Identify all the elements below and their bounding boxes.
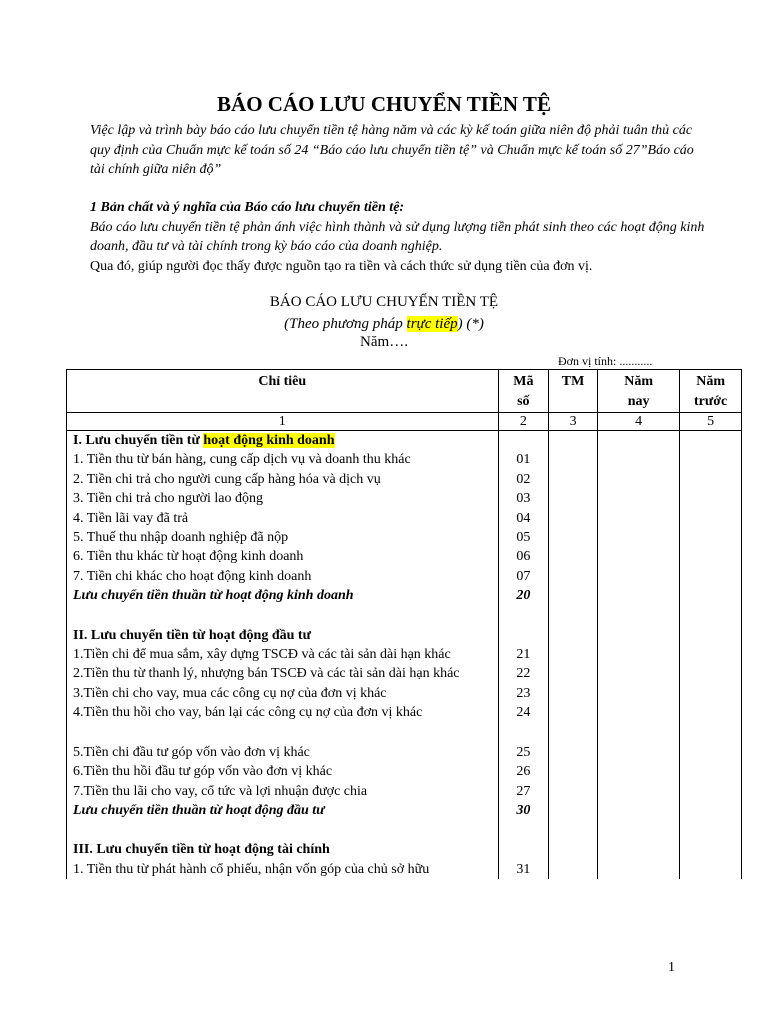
header-tm: TM bbox=[549, 370, 598, 413]
table-row bbox=[67, 528, 742, 547]
header-nam-nay bbox=[597, 370, 679, 413]
subtotal-row bbox=[67, 801, 742, 820]
row-code: 03 bbox=[498, 489, 549, 508]
report-title: BÁO CÁO LƯU CHUYỂN TIỀN TỆ bbox=[269, 294, 499, 310]
column-number: 2 bbox=[498, 413, 549, 431]
column-number: 5 bbox=[680, 413, 742, 431]
header-nam-truoc-line2: trước bbox=[694, 394, 728, 409]
table-row bbox=[67, 703, 742, 722]
section-label: II. Lưu chuyển tiền từ hoạt động đầu tư bbox=[67, 626, 499, 645]
section-1-plain-text: Qua đó, giúp người đọc thấy được nguồn tạo ra tiền và cách thức sử dụng tiền của đơn vị. bbox=[90, 258, 593, 274]
cash-flow-table bbox=[66, 369, 742, 879]
header-ma-so-line1: Mã bbox=[513, 374, 534, 389]
column-number: 4 bbox=[597, 413, 679, 431]
table-row bbox=[67, 782, 742, 801]
section-label bbox=[67, 431, 499, 451]
row-label: 2. Tiền chi trả cho người cung cấp hàng hóa và dịch vụ bbox=[67, 470, 499, 489]
report-subtitle-post: ) (*) bbox=[457, 316, 484, 332]
row-label: 5.Tiền chi đầu tư góp vốn vào đơn vị khác bbox=[67, 743, 499, 762]
row-code: 30 bbox=[498, 801, 549, 820]
row-code: 24 bbox=[498, 703, 549, 722]
row-code: 06 bbox=[498, 547, 549, 566]
row-code: 20 bbox=[498, 586, 549, 605]
row-label: 4.Tiền thu hồi cho vay, bán lại các công cụ nợ của đơn vị khác bbox=[67, 703, 499, 722]
spacer-row bbox=[67, 723, 742, 743]
report-subtitle-pre: (Theo phương pháp bbox=[284, 316, 407, 332]
table-row bbox=[67, 860, 742, 879]
row-code: 31 bbox=[498, 860, 549, 879]
row-code: 21 bbox=[498, 645, 549, 664]
report-subtitle-highlight: trực tiếp bbox=[406, 316, 458, 332]
report-year: Năm…. bbox=[360, 334, 408, 350]
document-title: BÁO CÁO LƯU CHUYỂN TIỀN TỆ bbox=[217, 92, 551, 116]
row-code: 27 bbox=[498, 782, 549, 801]
column-number-row bbox=[67, 413, 742, 431]
row-label: Lưu chuyển tiền thuần từ hoạt động đầu tư bbox=[67, 801, 499, 820]
row-label: Lưu chuyển tiền thuần từ hoạt động kinh doanh bbox=[67, 586, 499, 605]
section-row-operating bbox=[67, 431, 742, 451]
row-code: 22 bbox=[498, 664, 549, 683]
page-number: 1 bbox=[668, 960, 675, 975]
table-row bbox=[67, 762, 742, 781]
report-subtitle bbox=[0, 316, 768, 333]
table-row bbox=[67, 547, 742, 566]
table-row bbox=[67, 450, 742, 469]
column-number: 3 bbox=[549, 413, 598, 431]
row-code: 25 bbox=[498, 743, 549, 762]
header-nam-truoc-line1: Năm bbox=[696, 374, 726, 389]
header-chi-tieu: Chỉ tiêu bbox=[67, 370, 499, 413]
section-1 bbox=[90, 198, 710, 276]
column-number: 1 bbox=[67, 413, 499, 431]
section-row-investing bbox=[67, 626, 742, 645]
section-label: III. Lưu chuyển tiền từ hoạt động tài chính bbox=[67, 840, 499, 859]
row-label: 6. Tiền thu khác từ hoạt động kinh doanh bbox=[67, 547, 499, 566]
header-nam-truoc bbox=[680, 370, 742, 413]
table-row bbox=[67, 470, 742, 489]
header-ma-so-line2: số bbox=[517, 394, 530, 409]
row-code: 26 bbox=[498, 762, 549, 781]
row-label: 2.Tiền thu từ thanh lý, nhượng bán TSCĐ và các tài sản dài hạn khác bbox=[67, 664, 499, 683]
row-code: 04 bbox=[498, 509, 549, 528]
subtotal-row bbox=[67, 586, 742, 605]
table-row bbox=[67, 684, 742, 703]
row-code: 02 bbox=[498, 470, 549, 489]
row-code: 07 bbox=[498, 567, 549, 586]
unit-label: Đơn vị tính: ........... bbox=[558, 354, 653, 368]
row-label: 7.Tiền thu lãi cho vay, cổ tức và lợi nhuận được chia bbox=[67, 782, 499, 801]
row-label: 1. Tiền thu từ bán hàng, cung cấp dịch vụ và doanh thu khác bbox=[67, 450, 499, 469]
row-label: 4. Tiền lãi vay đã trả bbox=[67, 509, 499, 528]
header-ma-so bbox=[498, 370, 549, 413]
table-row bbox=[67, 509, 742, 528]
row-code bbox=[498, 626, 549, 645]
row-label: 7. Tiền chi khác cho hoạt động kinh doanh bbox=[67, 567, 499, 586]
table-row bbox=[67, 664, 742, 683]
spacer-row bbox=[67, 606, 742, 626]
row-label: 3.Tiền chi cho vay, mua các công cụ nợ của đơn vị khác bbox=[67, 684, 499, 703]
row-label: 3. Tiền chi trả cho người lao động bbox=[67, 489, 499, 508]
row-label: 1.Tiền chi để mua sắm, xây dựng TSCĐ và các tài sản dài hạn khác bbox=[67, 645, 499, 664]
section-row-financing bbox=[67, 840, 742, 859]
section-1-italic-text: Báo cáo lưu chuyển tiền tệ phản ánh việc hình thành và sử dụng lượng tiền phát sinh theo các hoạt động kinh doanh, đầu tư và tài chính trong kỳ báo cáo của doanh nghiệp. bbox=[90, 219, 705, 254]
header-nam-nay-line1: Năm bbox=[624, 374, 653, 389]
section-label-highlight: hoạt động kinh doanh bbox=[203, 433, 335, 448]
row-code: 23 bbox=[498, 684, 549, 703]
row-label: 1. Tiền thu từ phát hành cổ phiếu, nhận vốn góp của chủ sở hữu bbox=[67, 860, 499, 879]
row-code: 05 bbox=[498, 528, 549, 547]
row-code bbox=[498, 840, 549, 859]
header-nam-nay-line2: nay bbox=[627, 394, 650, 409]
spacer-row bbox=[67, 820, 742, 840]
row-label: 5. Thuế thu nhập doanh nghiệp đã nộp bbox=[67, 528, 499, 547]
section-1-heading: 1 Bản chất và ý nghĩa của Báo cáo lưu chuyển tiền tệ: bbox=[90, 200, 405, 215]
intro-paragraph: Việc lập và trình bày báo cáo lưu chuyển tiền tệ hàng năm và các kỳ kế toán giữa niên độ phải tuân thủ các quy định của Chuẩn mực kế toán số 24 “Báo cáo lưu chuyển tiền tệ” và Chuẩn mực kế toán số 27”Báo cáo tài chính giữa niên độ” bbox=[90, 123, 694, 177]
table-row bbox=[67, 567, 742, 586]
row-label: 6.Tiền thu hồi đầu tư góp vốn vào đơn vị khác bbox=[67, 762, 499, 781]
table-row bbox=[67, 645, 742, 664]
section-label-pre: I. Lưu chuyển tiền từ bbox=[73, 433, 204, 448]
row-code: 01 bbox=[498, 450, 549, 469]
table-row bbox=[67, 489, 742, 508]
table-header-row bbox=[67, 370, 742, 413]
table-row bbox=[67, 743, 742, 762]
